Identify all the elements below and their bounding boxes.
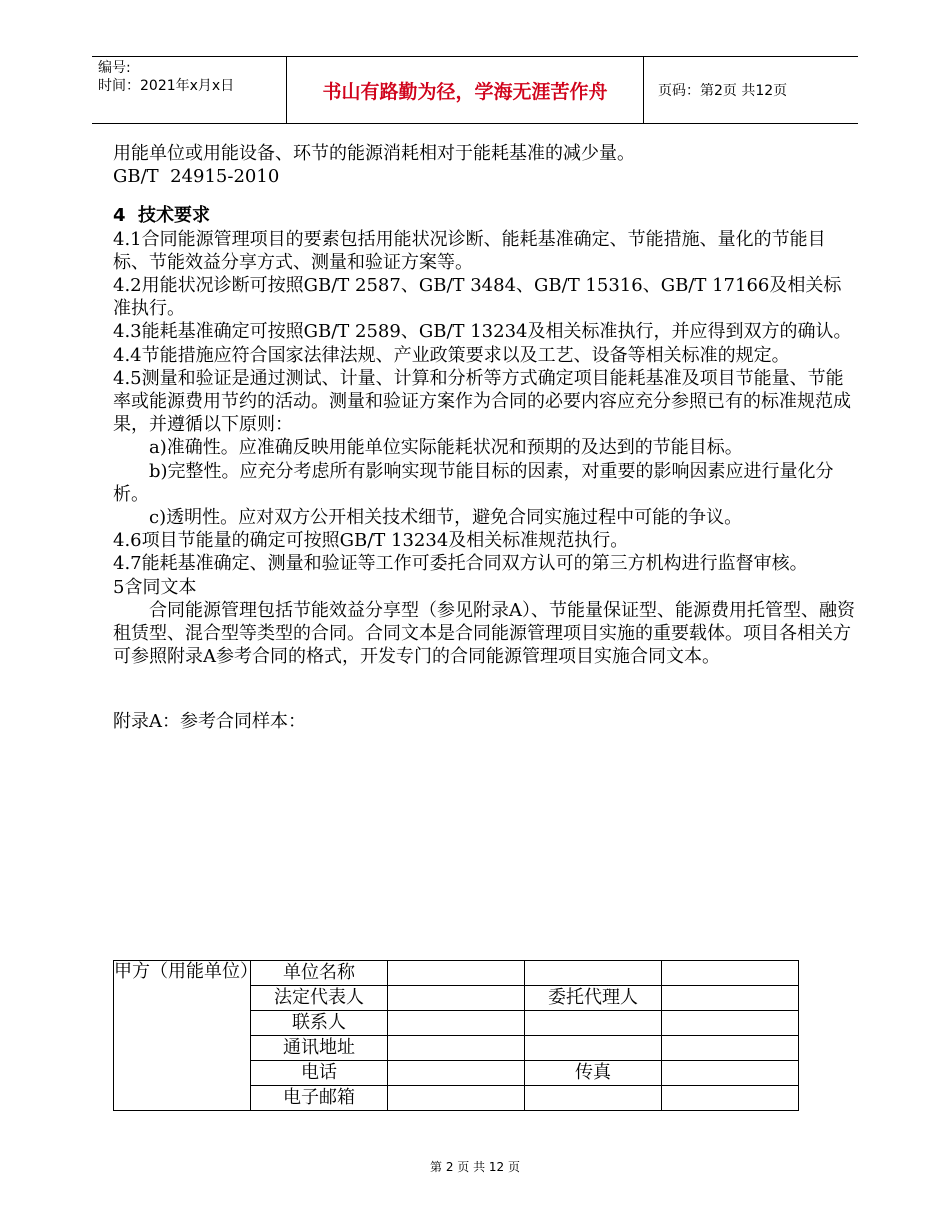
row-label-2: 委托代理人 <box>525 986 662 1011</box>
section-heading-4: 4 技术要求 <box>113 205 211 227</box>
table-row <box>114 961 799 986</box>
value-cell <box>388 1011 525 1036</box>
value-cell <box>662 1011 799 1036</box>
header-time-label: 时间：2021年x月x日 <box>98 78 235 94</box>
paragraph-4-3: 4.3能耗基准确定可按照GB/T 2589、GB/T 13234及相关标准执行，并应得到双方的确认。 <box>113 321 852 343</box>
row-label-2: 传真 <box>525 1061 662 1086</box>
header-page-info: 页码：第2页 共12页 <box>658 83 788 99</box>
appendix-title: 附录A：参考合同样本： <box>113 711 306 733</box>
value-cell <box>662 986 799 1011</box>
party-cell: 甲方（用能单位） <box>114 961 251 1111</box>
value-cell <box>388 961 525 986</box>
header-code-label: 编号: <box>98 60 131 76</box>
paragraph-4-6: 4.6项目节能量的确定可按照GB/T 13234及相关标准规范执行。 <box>113 530 629 552</box>
row-label: 法定代表人 <box>251 986 388 1011</box>
paragraph-4-4: 4.4节能措施应符合国家法律法规、产业政策要求以及工艺、设备等相关标准的规定。 <box>113 344 790 366</box>
value-cell <box>662 961 799 986</box>
value-cell <box>662 1036 799 1061</box>
row-label: 单位名称 <box>251 961 388 986</box>
row-label: 电子邮箱 <box>251 1086 388 1111</box>
row-label: 通讯地址 <box>251 1036 388 1061</box>
row-label-2 <box>525 1086 662 1111</box>
header-meta <box>98 59 288 95</box>
row-label-2 <box>525 1036 662 1061</box>
paragraph-5: 合同能源管理包括节能效益分享型（参见附录A）、节能量保证型、能源费用托管型、融资租赁型、混合型等类型的合同。合同文本是合同能源管理项目实施的重要载体。项目各相关方可参照附录A参考合同的格式，开发专门的合同能源管理项目实施合同文本。 <box>113 599 855 668</box>
row-label: 联系人 <box>251 1011 388 1036</box>
principle-b: b)完整性。应充分考虑所有影响实现节能目标的因素，对重要的影响因素应进行量化分析。 <box>113 460 834 505</box>
value-cell <box>388 1036 525 1061</box>
page-header <box>92 56 858 124</box>
value-cell <box>388 1086 525 1111</box>
principle-c: c)透明性。应对双方公开相关技术细节，避免合同实施过程中可能的争议。 <box>149 507 743 529</box>
row-label-2 <box>525 1011 662 1036</box>
row-label-2 <box>525 961 662 986</box>
body-line: GB/T 24915-2010 <box>113 166 280 188</box>
value-cell <box>662 1061 799 1086</box>
value-cell <box>662 1086 799 1111</box>
paragraph-4-2: 4.2用能状况诊断可按照GB/T 2587、GB/T 3484、GB/T 15316、GB/T 17166及相关标准执行。 <box>113 275 842 320</box>
page-footer: 第 2 页 共 12 页 <box>430 1160 520 1174</box>
value-cell <box>388 986 525 1011</box>
contract-table <box>113 960 799 1111</box>
row-label: 电话 <box>251 1061 388 1086</box>
section-heading-5: 5含同文本 <box>113 576 197 598</box>
document-body <box>113 142 857 734</box>
header-motto: 书山有路勤为径，学海无涯苦作舟 <box>286 57 644 123</box>
principle-a: a)准确性。应准确反映用能单位实际能耗状况和预期的及达到的节能目标。 <box>149 437 743 459</box>
paragraph-4-7: 4.7能耗基准确定、测量和验证等工作可委托合同双方认可的第三方机构进行监督审核。 <box>113 553 808 575</box>
body-line: 用能单位或用能设备、环节的能源消耗相对于能耗基准的减少量。 <box>113 143 635 164</box>
paragraph-4-1: 4.1合同能源管理项目的要素包括用能状况诊断、能耗基准确定、节能措施、量化的节能目标、节能效益分享方式、测量和验证方案等。 <box>113 228 826 273</box>
paragraph-4-5: 4.5测量和验证是通过测试、计量、计算和分析等方式确定项目能耗基准及项目节能量、节能率或能源费用节约的活动。测量和验证方案作为合同的必要内容应充分参照已有的标准规范成果，并遵循以下原则： <box>113 367 851 436</box>
value-cell <box>388 1061 525 1086</box>
